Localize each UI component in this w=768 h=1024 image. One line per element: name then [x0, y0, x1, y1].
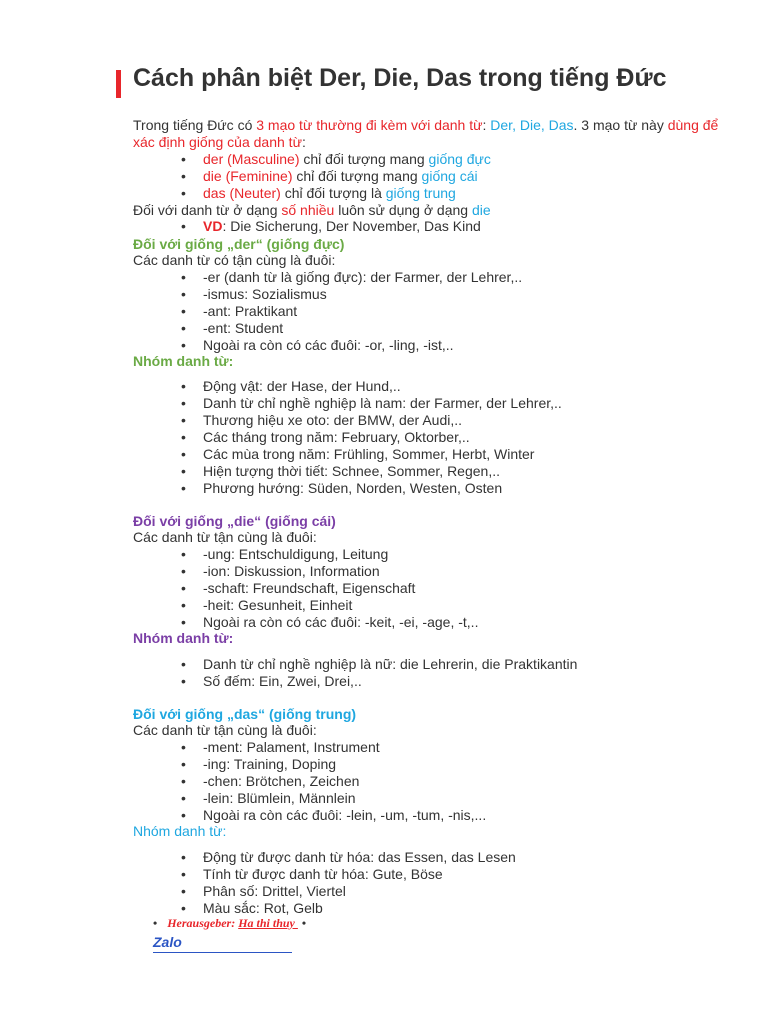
list-item: • -schaft: Freundschaft, Eigenschaft	[181, 580, 478, 597]
intro-text: :	[301, 134, 306, 150]
list-item: • Ngoài ra còn các đuôi: -lein, -um, -tum, -nis,...	[181, 807, 486, 824]
list-item: • -ismus: Sozialismus	[181, 286, 522, 303]
intro-text: . 3 mạo từ này	[573, 117, 668, 133]
list-item: • Động từ được danh từ hóa: das Essen, das Lesen	[181, 849, 516, 866]
die-group-list	[181, 656, 577, 690]
bullet-icon: •	[153, 916, 158, 930]
list-item: • der (Masculine) chỉ đối tượng mang giống đực	[181, 151, 491, 168]
title-accent-bar	[116, 70, 121, 98]
list-item: • Các tháng trong năm: February, Oktorber,..	[181, 429, 562, 446]
intro-highlight: 3 mạo từ thường đi kèm với danh từ	[256, 117, 483, 133]
der-suffix-intro: Các danh từ có tận cùng là đuôi:	[133, 252, 336, 268]
zalo-underline	[153, 952, 292, 953]
die-suffix-intro: Các danh từ tận cùng là đuôi:	[133, 529, 317, 545]
das-group-heading: Nhóm danh từ:	[133, 823, 227, 839]
plural-note: Đối với danh từ ở dạng số nhiều luôn sử dụng ở dạng die	[133, 202, 491, 218]
das-group-list	[181, 849, 516, 917]
list-item: • Danh từ chỉ nghề nghiệp là nam: der Farmer, der Lehrer,..	[181, 395, 562, 412]
list-item: • Thương hiệu xe oto: der BMW, der Audi,..	[181, 412, 562, 429]
article-list	[181, 151, 491, 202]
bullet-icon: •	[301, 916, 307, 930]
list-item: • -ing: Training, Doping	[181, 756, 486, 773]
das-suffix-list	[181, 739, 486, 824]
example-list	[181, 218, 481, 235]
list-item: • die (Feminine) chỉ đối tượng mang giống cái	[181, 168, 491, 185]
list-item: • -lein: Blümlein, Männlein	[181, 790, 486, 807]
list-item: • Màu sắc: Rot, Gelb	[181, 900, 516, 917]
list-item: • VD: Die Sicherung, Der November, Das Kind	[181, 218, 481, 235]
das-suffix-intro: Các danh từ tận cùng là đuôi:	[133, 722, 317, 738]
die-heading: Đối với giống „die“ (giống cái)	[133, 513, 336, 529]
intro-text: :	[482, 117, 491, 133]
list-item: • -ent: Student	[181, 320, 522, 337]
der-heading: Đối với giống „der“ (giống đực)	[133, 236, 345, 252]
list-item: • -chen: Brötchen, Zeichen	[181, 773, 486, 790]
list-item: • Động vật: der Hase, der Hund,..	[181, 378, 562, 395]
list-item: • -ant: Praktikant	[181, 303, 522, 320]
der-group-list	[181, 378, 562, 497]
list-item: • Phương hướng: Süden, Norden, Westen, Osten	[181, 480, 562, 497]
publisher-credit: • Herausgeber: Ha thi thuy •	[153, 916, 307, 930]
list-item: • -ion: Diskussion, Information	[181, 563, 478, 580]
list-item: • das (Neuter) chỉ đối tượng là giống trung	[181, 185, 491, 202]
publisher-name[interactable]: Ha thi thuy	[238, 916, 298, 930]
intro-articles: Der, Die, Das	[490, 117, 574, 133]
list-item: • Ngoài ra còn có các đuôi: -or, -ling, -ist,..	[181, 337, 522, 354]
list-item: • Hiện tượng thời tiết: Schnee, Sommer, Regen,..	[181, 463, 562, 480]
list-item: • Số đếm: Ein, Zwei, Drei,..	[181, 673, 577, 690]
der-group-heading: Nhóm danh từ:	[133, 353, 234, 369]
der-suffix-list	[181, 269, 522, 354]
page-title: Cách phân biệt Der, Die, Das trong tiếng Đức	[133, 64, 667, 92]
intro-text: Trong tiếng Đức có	[133, 117, 257, 133]
intro-highlight: dùng để xác định giống của danh từ	[133, 117, 719, 150]
die-group-heading: Nhóm danh từ:	[133, 630, 234, 646]
intro-paragraph	[133, 117, 723, 151]
list-item: • Phân số: Drittel, Viertel	[181, 883, 516, 900]
list-item: • Ngoài ra còn có các đuôi: -keit, -ei, -age, -t,..	[181, 614, 478, 631]
list-item: • -ung: Entschuldigung, Leitung	[181, 546, 478, 563]
zalo-link[interactable]: Zalo	[153, 934, 182, 950]
das-heading: Đối với giống „das“ (giống trung)	[133, 706, 357, 722]
list-item: • Các mùa trong năm: Frühling, Sommer, Herbt, Winter	[181, 446, 562, 463]
list-item: • -ment: Palament, Instrument	[181, 739, 486, 756]
list-item: • Danh từ chỉ nghề nghiệp là nữ: die Lehrerin, die Praktikantin	[181, 656, 577, 673]
list-item: • -heit: Gesunheit, Einheit	[181, 597, 478, 614]
list-item: • -er (danh từ là giống đực): der Farmer, der Lehrer,..	[181, 269, 522, 286]
list-item: • Tính từ được danh từ hóa: Gute, Böse	[181, 866, 516, 883]
die-suffix-list	[181, 546, 478, 631]
